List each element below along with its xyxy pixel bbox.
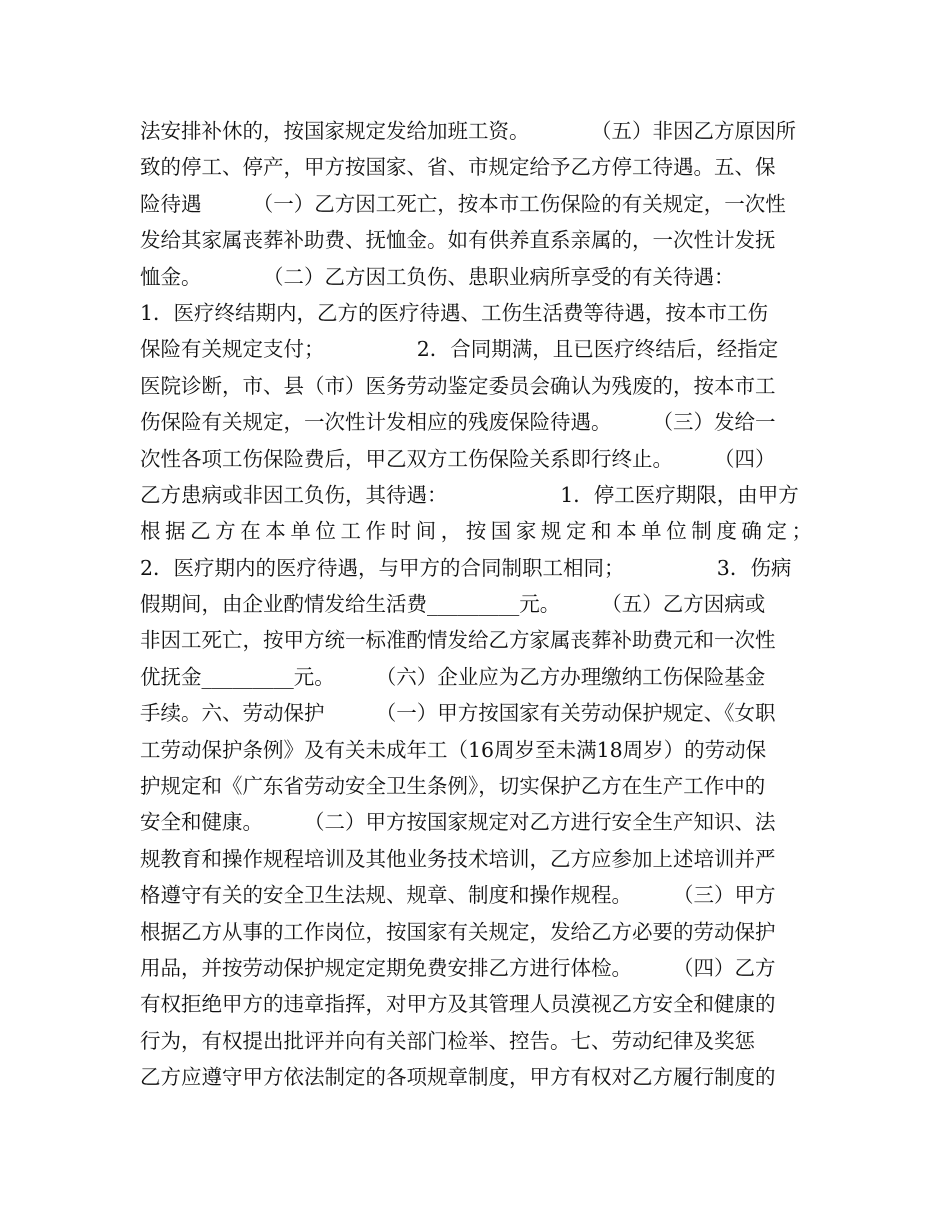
text-line: 根据乙方从事的工作岗位，按国家有关规定，发给乙方必要的劳动保护 [140, 919, 776, 944]
text-line: 用品，并按劳动保护规定定期免费安排乙方进行体检。 （四）乙方 [140, 955, 776, 980]
text-line: 法安排补休的，按国家规定发给加班工资。 （五）非因乙方原因所 [140, 119, 796, 143]
text-line: 乙方应遵守甲方依法制定的各项规章制度，甲方有权对乙方履行制度的 [140, 1065, 776, 1090]
text-line: 非因工死亡，按甲方统一标准酌情发给乙方家属丧葬补助费元和一次性 [140, 628, 776, 653]
text-line: 保险有关规定支付； 2．合同期满，且已医疗终结后，经指定 [140, 337, 779, 362]
contract-body-text [140, 113, 812, 1096]
text-line: 致的停工、停产，甲方按国家、省、市规定给予乙方停工待遇。五、保 [140, 155, 776, 180]
text-line: 恤金。 （二）乙方因工负伤、患职业病所享受的有关待遇： [140, 264, 735, 289]
text-line: 优抚金_________元。 （六）企业应为乙方办理缴纳工伤保险基金 [140, 664, 766, 689]
text-line: 有权拒绝甲方的违章指挥，对甲方及其管理人员漠视乙方安全和健康的 [140, 992, 776, 1017]
text-line: 手续。六、劳动保护 （一）甲方按国家有关劳动保护规定、《女职 [140, 701, 776, 726]
text-line: 险待遇 （一）乙方因工死亡，按本市工伤保险的有关规定，一次性 [140, 191, 786, 216]
text-line: 假期间，由企业酌情发给生活费_________元。 （五）乙方因病或 [140, 592, 766, 617]
text-line: 规教育和操作规程培训及其他业务技术培训，乙方应参加上述培训并严 [140, 846, 776, 871]
text-line: 次性各项工伤保险费后，甲乙双方工伤保险关系即行终止。 （四） [140, 446, 776, 471]
text-line: 乙方患病或非因工负伤，其待遇： 1．停工医疗期限，由甲方 [140, 482, 799, 507]
text-line: 工劳动保护条例》及有关未成年工（16周岁至未满18周岁）的劳动保 [140, 737, 767, 762]
text-line: 根据乙方在本单位工作时间，按国家规定和本单位制度确定； [140, 519, 812, 544]
text-line: 医院诊断，市、县（市）医务劳动鉴定委员会确认为残废的，按本市工 [140, 373, 776, 398]
text-line: 发给其家属丧葬补助费、抚恤金。如有供养直系亲属的，一次性计发抚 [140, 228, 776, 253]
text-line: 行为，有权提出批评并向有关部门检举、控告。七、劳动纪律及奖惩 [140, 1028, 755, 1053]
text-line: 格遵守有关的安全卫生法规、规章、制度和操作规程。 （三）甲方 [140, 883, 776, 908]
text-line: 2．医疗期内的医疗待遇，与甲方的合同制职工相同； 3．伤病 [140, 555, 792, 580]
text-line: 1．医疗终结期内，乙方的医疗待遇、工伤生活费等待遇，按本市工伤 [140, 300, 769, 325]
text-line: 护规定和《广东省劳动安全卫生条例》，切实保护乙方在生产工作中的 [140, 774, 766, 799]
text-line: 安全和健康。 （二）甲方按国家规定对乙方进行安全生产知识、法 [140, 810, 776, 835]
text-line: 伤保险有关规定，一次性计发相应的残废保险待遇。 （三）发给一 [140, 410, 776, 435]
